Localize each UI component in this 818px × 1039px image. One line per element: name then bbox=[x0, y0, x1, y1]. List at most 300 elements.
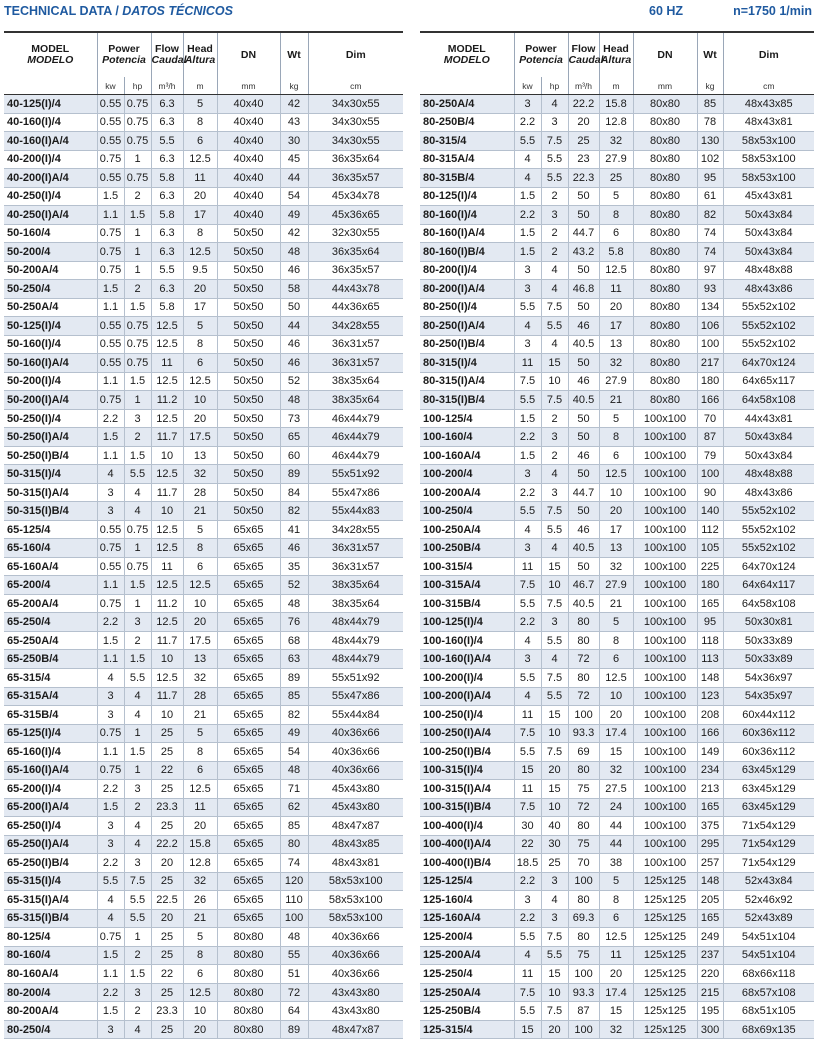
head-cell: 27.5 bbox=[599, 780, 633, 799]
hp-cell: 2 bbox=[124, 1002, 151, 1021]
flow-cell: 25 bbox=[151, 946, 183, 965]
table-row bbox=[4, 261, 403, 280]
kw-cell: 1.5 bbox=[97, 798, 124, 817]
kw-cell: 5.5 bbox=[514, 668, 541, 687]
kw-cell: 15 bbox=[514, 761, 541, 780]
dim-cell: 52x43x84 bbox=[723, 872, 814, 891]
head-cell: 12.5 bbox=[183, 372, 217, 391]
model-cell: 80-160A/4 bbox=[4, 965, 97, 984]
model-cell: 80-250/4 bbox=[4, 1020, 97, 1039]
hp-cell: 2 bbox=[124, 631, 151, 650]
dn-cell: 65x65 bbox=[217, 631, 280, 650]
hp-cell: 40 bbox=[541, 817, 568, 836]
kw-cell: 2.2 bbox=[97, 780, 124, 799]
head-cell: 20 bbox=[183, 1020, 217, 1039]
model-cell: 40-200(I)A/4 bbox=[4, 169, 97, 188]
table-row bbox=[4, 780, 403, 799]
dim-cell: 55x51x92 bbox=[308, 465, 403, 484]
col-flow: Flow Caudal bbox=[568, 32, 599, 77]
dim-cell: 55x51x92 bbox=[308, 668, 403, 687]
model-cell: 50-160(I)/4 bbox=[4, 335, 97, 354]
dim-cell: 34x30x55 bbox=[308, 95, 403, 114]
dim-cell: 54x35x97 bbox=[723, 687, 814, 706]
model-cell: 65-315(I)/4 bbox=[4, 872, 97, 891]
hp-cell: 1 bbox=[124, 761, 151, 780]
head-cell: 10 bbox=[599, 483, 633, 502]
kw-cell: 2.2 bbox=[514, 483, 541, 502]
wt-cell: 44 bbox=[280, 317, 308, 336]
hp-cell: 5.5 bbox=[124, 465, 151, 484]
dn-cell: 100x100 bbox=[633, 761, 697, 780]
dn-cell: 80x80 bbox=[217, 1020, 280, 1039]
dn-cell: 65x65 bbox=[217, 724, 280, 743]
dim-cell: 43x43x80 bbox=[308, 1002, 403, 1021]
head-cell: 21 bbox=[599, 391, 633, 410]
wt-cell: 61 bbox=[697, 187, 723, 206]
unit-flow: m³/h bbox=[151, 77, 183, 95]
dn-cell: 50x50 bbox=[217, 391, 280, 410]
kw-cell: 0.75 bbox=[97, 928, 124, 947]
hp-cell: 4 bbox=[124, 706, 151, 725]
model-cell: 100-250/4 bbox=[420, 502, 514, 521]
flow-cell: 23.3 bbox=[151, 1002, 183, 1021]
dim-cell: 48x43x86 bbox=[723, 483, 814, 502]
dn-cell: 100x100 bbox=[633, 576, 697, 595]
table-row bbox=[4, 502, 403, 521]
table-row bbox=[420, 835, 814, 854]
kw-cell: 0.55 bbox=[97, 169, 124, 188]
kw-cell: 15 bbox=[514, 1020, 541, 1039]
kw-cell: 1.1 bbox=[97, 650, 124, 669]
table-row bbox=[420, 706, 814, 725]
kw-cell: 0.75 bbox=[97, 391, 124, 410]
wt-cell: 52 bbox=[280, 372, 308, 391]
dn-cell: 80x80 bbox=[217, 1002, 280, 1021]
kw-cell: 7.5 bbox=[514, 372, 541, 391]
kw-cell: 2.2 bbox=[97, 613, 124, 632]
flow-cell: 6.3 bbox=[151, 113, 183, 132]
model-cell: 100-200/4 bbox=[420, 465, 514, 484]
table-row bbox=[4, 354, 403, 373]
hp-cell: 7.5 bbox=[541, 928, 568, 947]
model-cell: 80-200(I)A/4 bbox=[420, 280, 514, 299]
hp-cell: 2 bbox=[124, 280, 151, 299]
wt-cell: 52 bbox=[280, 576, 308, 595]
table-row bbox=[420, 854, 814, 873]
hp-cell: 2 bbox=[541, 224, 568, 243]
dim-cell: 48x48x88 bbox=[723, 465, 814, 484]
hp-cell: 3 bbox=[541, 113, 568, 132]
flow-cell: 22.2 bbox=[151, 835, 183, 854]
head-cell: 15.8 bbox=[183, 835, 217, 854]
kw-cell: 2.2 bbox=[514, 613, 541, 632]
flow-cell: 25 bbox=[568, 132, 599, 151]
table-row bbox=[420, 928, 814, 947]
title-english: TECHNICAL DATA / bbox=[4, 4, 123, 18]
dim-cell: 50x43x84 bbox=[723, 446, 814, 465]
hp-cell: 1 bbox=[124, 724, 151, 743]
table-row bbox=[420, 872, 814, 891]
flow-cell: 40.5 bbox=[568, 391, 599, 410]
wt-cell: 89 bbox=[280, 465, 308, 484]
col-power: Power Potencia bbox=[97, 32, 151, 77]
hp-cell: 1 bbox=[124, 224, 151, 243]
dn-cell: 100x100 bbox=[633, 668, 697, 687]
dim-cell: 55x52x102 bbox=[723, 502, 814, 521]
table-row bbox=[420, 132, 814, 151]
wt-cell: 82 bbox=[280, 706, 308, 725]
head-cell: 13 bbox=[599, 335, 633, 354]
head-cell: 20 bbox=[599, 502, 633, 521]
dn-cell: 80x80 bbox=[633, 224, 697, 243]
table-row bbox=[4, 983, 403, 1002]
dn-cell: 100x100 bbox=[633, 409, 697, 428]
flow-cell: 80 bbox=[568, 631, 599, 650]
hp-cell: 3 bbox=[541, 428, 568, 447]
flow-cell: 50 bbox=[568, 428, 599, 447]
wt-cell: 50 bbox=[280, 298, 308, 317]
head-cell: 6 bbox=[183, 557, 217, 576]
hp-cell: 1.5 bbox=[124, 650, 151, 669]
model-cell: 40-160(I)A/4 bbox=[4, 132, 97, 151]
dim-cell: 55x52x102 bbox=[723, 539, 814, 558]
model-cell: 100-200(I)A/4 bbox=[420, 687, 514, 706]
model-cell: 65-160/4 bbox=[4, 539, 97, 558]
model-cell: 65-250(I)/4 bbox=[4, 817, 97, 836]
flow-cell: 22 bbox=[151, 761, 183, 780]
col-wt: Wt bbox=[280, 32, 308, 77]
col-flow: Flow Caudal bbox=[151, 32, 183, 77]
model-cell: 65-200(I)A/4 bbox=[4, 798, 97, 817]
wt-cell: 74 bbox=[280, 854, 308, 873]
head-cell: 27.9 bbox=[599, 150, 633, 169]
model-cell: 100-160(I)/4 bbox=[420, 631, 514, 650]
col-dn: DN bbox=[217, 32, 280, 77]
wt-cell: 54 bbox=[280, 743, 308, 762]
hp-cell: 5.5 bbox=[541, 946, 568, 965]
dn-cell: 80x80 bbox=[633, 335, 697, 354]
model-cell: 40-250(I)/4 bbox=[4, 187, 97, 206]
wt-cell: 220 bbox=[697, 965, 723, 984]
table-row bbox=[420, 909, 814, 928]
table-row bbox=[420, 520, 814, 539]
wt-cell: 118 bbox=[697, 631, 723, 650]
kw-cell: 3 bbox=[97, 687, 124, 706]
kw-cell: 1.5 bbox=[514, 446, 541, 465]
kw-cell: 3 bbox=[97, 835, 124, 854]
model-cell: 100-400(I)B/4 bbox=[420, 854, 514, 873]
wt-cell: 225 bbox=[697, 557, 723, 576]
head-cell: 8 bbox=[599, 206, 633, 225]
unit-dim: cm bbox=[723, 77, 814, 95]
model-cell: 65-250(I)B/4 bbox=[4, 854, 97, 873]
table-row bbox=[420, 502, 814, 521]
kw-cell: 2.2 bbox=[97, 983, 124, 1002]
table-row bbox=[4, 706, 403, 725]
head-cell: 12.8 bbox=[183, 854, 217, 873]
head-cell: 6 bbox=[599, 909, 633, 928]
table-row bbox=[4, 1020, 403, 1039]
flow-cell: 5.5 bbox=[151, 261, 183, 280]
wt-cell: 106 bbox=[697, 317, 723, 336]
col-wt: Wt bbox=[697, 32, 723, 77]
flow-cell: 11.7 bbox=[151, 483, 183, 502]
dim-cell: 63x45x129 bbox=[723, 761, 814, 780]
dim-cell: 64x70x124 bbox=[723, 557, 814, 576]
hp-cell: 3 bbox=[124, 854, 151, 873]
flow-cell: 12.5 bbox=[151, 372, 183, 391]
flow-cell: 12.5 bbox=[151, 409, 183, 428]
kw-cell: 22 bbox=[514, 835, 541, 854]
table-row bbox=[4, 557, 403, 576]
dn-cell: 80x80 bbox=[633, 280, 697, 299]
wt-cell: 257 bbox=[697, 854, 723, 873]
dim-cell: 60x36x112 bbox=[723, 724, 814, 743]
kw-cell: 0.75 bbox=[97, 150, 124, 169]
table-row bbox=[4, 650, 403, 669]
flow-cell: 12.5 bbox=[151, 317, 183, 336]
dim-cell: 54x51x104 bbox=[723, 928, 814, 947]
wt-cell: 55 bbox=[280, 946, 308, 965]
dim-cell: 36x31x57 bbox=[308, 335, 403, 354]
flow-cell: 6.3 bbox=[151, 95, 183, 114]
dim-cell: 55x52x102 bbox=[723, 317, 814, 336]
hp-cell: 3 bbox=[124, 983, 151, 1002]
dn-cell: 40x40 bbox=[217, 132, 280, 151]
kw-cell: 2.2 bbox=[514, 872, 541, 891]
head-cell: 32 bbox=[599, 132, 633, 151]
hp-cell: 3 bbox=[541, 483, 568, 502]
hp-cell: 2 bbox=[124, 428, 151, 447]
model-cell: 65-315(I)A/4 bbox=[4, 891, 97, 910]
units-row bbox=[420, 77, 814, 95]
table-row bbox=[4, 872, 403, 891]
wt-cell: 205 bbox=[697, 891, 723, 910]
head-cell: 12.5 bbox=[183, 576, 217, 595]
model-cell: 125-160A/4 bbox=[420, 909, 514, 928]
dn-cell: 125x125 bbox=[633, 983, 697, 1002]
flow-cell: 75 bbox=[568, 835, 599, 854]
dim-cell: 48x44x79 bbox=[308, 631, 403, 650]
dn-cell: 100x100 bbox=[633, 428, 697, 447]
wt-cell: 110 bbox=[280, 891, 308, 910]
wt-cell: 70 bbox=[697, 409, 723, 428]
frequency-label: 60 HZ bbox=[649, 4, 684, 18]
model-cell: 50-250/4 bbox=[4, 280, 97, 299]
head-cell: 15 bbox=[599, 1002, 633, 1021]
model-cell: 40-125(I)/4 bbox=[4, 95, 97, 114]
table-row bbox=[420, 391, 814, 410]
head-cell: 21 bbox=[183, 706, 217, 725]
model-cell: 65-125/4 bbox=[4, 520, 97, 539]
flow-cell: 6.3 bbox=[151, 150, 183, 169]
head-cell: 5 bbox=[183, 95, 217, 114]
head-cell: 17 bbox=[183, 206, 217, 225]
dn-cell: 65x65 bbox=[217, 909, 280, 928]
hp-cell: 15 bbox=[541, 706, 568, 725]
hp-cell: 3 bbox=[541, 613, 568, 632]
wt-cell: 80 bbox=[280, 835, 308, 854]
dim-cell: 58x53x100 bbox=[308, 891, 403, 910]
flow-cell: 10 bbox=[151, 446, 183, 465]
model-cell: 80-315A/4 bbox=[420, 150, 514, 169]
dim-cell: 50x43x84 bbox=[723, 243, 814, 262]
dim-cell: 68x66x118 bbox=[723, 965, 814, 984]
wt-cell: 54 bbox=[280, 187, 308, 206]
head-cell: 5 bbox=[183, 724, 217, 743]
kw-cell: 4 bbox=[514, 317, 541, 336]
table-row bbox=[4, 206, 403, 225]
dn-cell: 80x80 bbox=[633, 354, 697, 373]
kw-cell: 7.5 bbox=[514, 576, 541, 595]
kw-cell: 5.5 bbox=[514, 928, 541, 947]
flow-cell: 12.5 bbox=[151, 668, 183, 687]
table-row bbox=[420, 261, 814, 280]
flow-cell: 72 bbox=[568, 798, 599, 817]
model-cell: 100-250(I)B/4 bbox=[420, 743, 514, 762]
wt-cell: 95 bbox=[697, 613, 723, 632]
model-cell: 50-160(I)A/4 bbox=[4, 354, 97, 373]
dn-cell: 65x65 bbox=[217, 539, 280, 558]
dn-cell: 65x65 bbox=[217, 613, 280, 632]
kw-cell: 2.2 bbox=[514, 113, 541, 132]
hp-cell: 1 bbox=[124, 150, 151, 169]
dn-cell: 50x50 bbox=[217, 502, 280, 521]
dn-cell: 40x40 bbox=[217, 206, 280, 225]
head-cell: 38 bbox=[599, 854, 633, 873]
flow-cell: 25 bbox=[151, 928, 183, 947]
head-cell: 17 bbox=[183, 298, 217, 317]
table-row bbox=[4, 428, 403, 447]
model-cell: 80-250(I)/4 bbox=[420, 298, 514, 317]
kw-cell: 0.55 bbox=[97, 113, 124, 132]
dim-cell: 48x48x88 bbox=[723, 261, 814, 280]
dn-cell: 65x65 bbox=[217, 891, 280, 910]
table-row bbox=[420, 576, 814, 595]
wt-cell: 65 bbox=[280, 428, 308, 447]
dn-cell: 125x125 bbox=[633, 1020, 697, 1039]
kw-cell: 30 bbox=[514, 817, 541, 836]
dim-cell: 64x64x117 bbox=[723, 576, 814, 595]
model-cell: 125-200A/4 bbox=[420, 946, 514, 965]
dn-cell: 100x100 bbox=[633, 594, 697, 613]
table-row bbox=[420, 465, 814, 484]
dn-cell: 65x65 bbox=[217, 817, 280, 836]
table-row bbox=[420, 743, 814, 762]
dn-cell: 50x50 bbox=[217, 298, 280, 317]
table-row bbox=[420, 891, 814, 910]
table-row bbox=[4, 965, 403, 984]
head-cell: 8 bbox=[183, 539, 217, 558]
hp-cell: 0.75 bbox=[124, 557, 151, 576]
dn-cell: 80x80 bbox=[217, 983, 280, 1002]
hp-cell: 7.5 bbox=[541, 743, 568, 762]
dn-cell: 50x50 bbox=[217, 483, 280, 502]
table-row bbox=[420, 409, 814, 428]
hp-cell: 7.5 bbox=[541, 298, 568, 317]
table-row bbox=[4, 854, 403, 873]
table-row bbox=[4, 280, 403, 299]
hp-cell: 30 bbox=[541, 835, 568, 854]
flow-cell: 10 bbox=[151, 650, 183, 669]
kw-cell: 1.5 bbox=[97, 631, 124, 650]
model-cell: 100-160/4 bbox=[420, 428, 514, 447]
flow-cell: 80 bbox=[568, 668, 599, 687]
dim-cell: 36x35x57 bbox=[308, 169, 403, 188]
head-cell: 8 bbox=[599, 631, 633, 650]
hp-cell: 4 bbox=[541, 650, 568, 669]
model-cell: 100-200(I)/4 bbox=[420, 668, 514, 687]
dn-cell: 125x125 bbox=[633, 909, 697, 928]
flow-cell: 50 bbox=[568, 465, 599, 484]
dn-cell: 65x65 bbox=[217, 780, 280, 799]
model-cell: 125-250A/4 bbox=[420, 983, 514, 1002]
kw-cell: 2.2 bbox=[514, 206, 541, 225]
wt-cell: 295 bbox=[697, 835, 723, 854]
flow-cell: 11.7 bbox=[151, 428, 183, 447]
head-cell: 32 bbox=[599, 1020, 633, 1039]
model-cell: 80-315(I)B/4 bbox=[420, 391, 514, 410]
wt-cell: 64 bbox=[280, 1002, 308, 1021]
model-cell: 100-315(I)A/4 bbox=[420, 780, 514, 799]
wt-cell: 45 bbox=[280, 150, 308, 169]
wt-cell: 41 bbox=[280, 520, 308, 539]
dim-cell: 48x44x79 bbox=[308, 613, 403, 632]
flow-cell: 50 bbox=[568, 261, 599, 280]
hp-cell: 1 bbox=[124, 539, 151, 558]
head-cell: 12.5 bbox=[183, 780, 217, 799]
head-cell: 15 bbox=[599, 743, 633, 762]
kw-cell: 5.5 bbox=[514, 743, 541, 762]
flow-cell: 46 bbox=[568, 520, 599, 539]
table-row bbox=[4, 187, 403, 206]
head-cell: 17 bbox=[599, 520, 633, 539]
speed-label: n=1750 1/min bbox=[733, 4, 812, 18]
dim-cell: 48x43x85 bbox=[723, 95, 814, 114]
kw-cell: 3 bbox=[514, 465, 541, 484]
head-cell: 32 bbox=[599, 354, 633, 373]
model-cell: 100-160A/4 bbox=[420, 446, 514, 465]
wt-cell: 90 bbox=[697, 483, 723, 502]
wt-cell: 60 bbox=[280, 446, 308, 465]
head-cell: 8 bbox=[183, 335, 217, 354]
dim-cell: 38x35x64 bbox=[308, 594, 403, 613]
dim-cell: 44x36x65 bbox=[308, 298, 403, 317]
model-cell: 125-250/4 bbox=[420, 965, 514, 984]
wt-cell: 89 bbox=[280, 668, 308, 687]
head-cell: 25 bbox=[599, 169, 633, 188]
table-row bbox=[4, 687, 403, 706]
table-row bbox=[4, 483, 403, 502]
table-row bbox=[4, 465, 403, 484]
col-dim: Dim bbox=[723, 32, 814, 77]
dim-cell: 48x47x87 bbox=[308, 817, 403, 836]
head-cell: 5 bbox=[599, 613, 633, 632]
table-row bbox=[420, 965, 814, 984]
model-cell: 125-315/4 bbox=[420, 1020, 514, 1039]
dn-cell: 125x125 bbox=[633, 1002, 697, 1021]
dn-cell: 100x100 bbox=[633, 557, 697, 576]
flow-cell: 20 bbox=[151, 909, 183, 928]
wt-cell: 180 bbox=[697, 576, 723, 595]
dim-cell: 36x31x57 bbox=[308, 557, 403, 576]
wt-cell: 97 bbox=[697, 261, 723, 280]
unit-hp: hp bbox=[541, 77, 568, 95]
wt-cell: 51 bbox=[280, 965, 308, 984]
flow-cell: 50 bbox=[568, 206, 599, 225]
table-row bbox=[420, 631, 814, 650]
head-cell: 8 bbox=[599, 428, 633, 447]
